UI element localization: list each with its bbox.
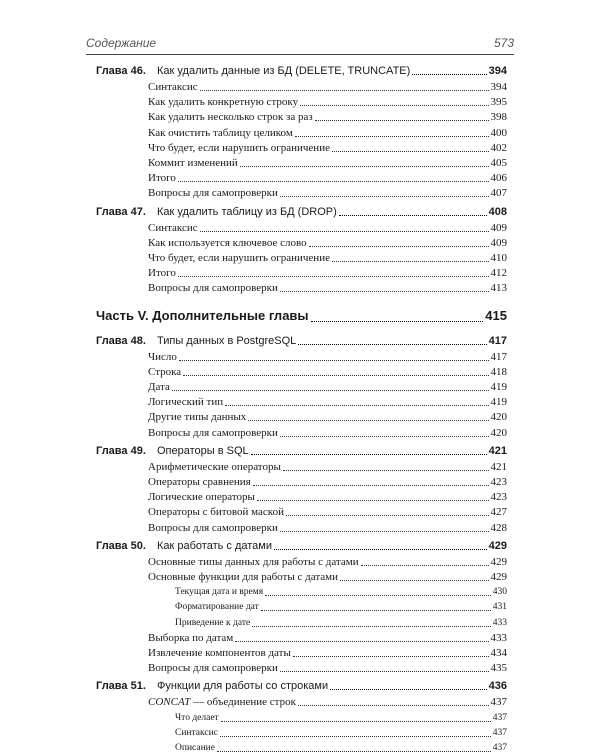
toc-section-row[interactable] [148,126,507,140]
dot-leader [172,390,489,391]
toc-subsection-row[interactable] [175,711,507,725]
toc-page-number: 435 [490,662,507,675]
toc-entry-title: Вопросы для самопроверки [148,187,278,200]
toc-section-row[interactable] [148,186,507,200]
dot-leader [300,105,488,106]
toc-page-number: 437 [492,712,507,723]
toc-section-row[interactable] [148,365,507,379]
dot-leader [311,321,484,322]
toc-page-number: 429 [488,539,507,552]
toc-entry-title: Синтаксис [175,727,218,738]
dot-leader [235,641,488,642]
dot-leader [257,500,489,501]
toc-page-number: 410 [490,252,507,264]
toc-section-row[interactable] [148,695,507,709]
chapter-label: Глава 46. [96,65,146,77]
toc-entry-title: Как работать с датами [157,539,273,552]
toc-section-row[interactable] [148,646,507,660]
chapter-label: Глава 47. [96,205,146,218]
dot-leader [261,610,491,611]
toc-section-row[interactable] [148,221,507,235]
dot-leader [179,360,489,361]
dot-leader [330,689,487,690]
toc-section-row[interactable] [148,80,507,94]
toc-subsection-row[interactable] [175,585,507,599]
dot-leader [200,231,489,232]
function-name: CONCAT [148,696,191,709]
running-title: Содержание [86,36,157,50]
toc-section-row[interactable] [148,490,507,504]
page-header [86,36,514,55]
dot-leader [283,470,489,471]
chapter-label: Глава 49. [96,444,146,457]
dot-leader [217,751,491,752]
toc-entry-title: Типы данных в PostgreSQL [157,334,297,347]
toc-entry-title: Основные типы данных для работы с датами [148,555,359,568]
toc-chapter-row[interactable] [96,444,507,458]
dot-leader [225,405,488,406]
toc-entry-title: Вопросы для самопроверки [148,426,278,439]
toc-page-number: 402 [490,141,507,154]
toc-page-number: 423 [490,491,507,504]
dot-leader [251,454,487,455]
toc-entry-title: Вопросы для самопроверки [148,521,278,534]
dot-leader [332,151,489,152]
dot-leader [298,344,486,345]
dot-leader [274,549,487,550]
toc-entry-title: Синтаксис [148,81,198,93]
toc-page-number: 429 [490,571,507,583]
toc-page-number: 409 [490,221,507,234]
toc-section-row[interactable] [148,110,507,124]
toc-section-row[interactable] [148,350,507,364]
dot-leader [339,215,487,216]
toc-section-row[interactable] [148,156,507,170]
toc-subsection-row[interactable] [175,600,507,614]
toc-entry-title: Синтаксис [148,221,198,234]
toc-entry-title: Описание [175,743,215,753]
toc-entry-title: Функции для работы со строками [157,680,329,693]
toc-section-row[interactable] [148,141,507,155]
dot-leader [412,74,486,75]
dot-leader [280,436,489,437]
chapter-label: Глава 50. [96,539,146,552]
toc-entry-title: Как удалить несколько строк за раз [148,111,313,124]
dot-leader [280,291,489,292]
toc-section-row[interactable] [148,380,507,394]
toc-section-row[interactable] [148,251,507,265]
toc-page-number: 427 [490,506,507,519]
toc-entry-title: Что будет, если нарушить ограничение [148,141,330,154]
dot-leader [248,420,488,421]
toc-section-row[interactable] [148,395,507,409]
toc-page-number: 413 [490,282,507,295]
dot-leader [200,90,489,91]
dot-leader [295,136,489,137]
toc-entry-title: Основные функции для работы с датами [148,571,338,583]
toc-entry-title: Извлечение компонентов даты [148,647,291,659]
toc-chapter-row[interactable] [96,539,507,553]
toc-page-number: 395 [490,96,507,109]
toc-page-number: 430 [492,587,507,598]
toc-page-number: 423 [490,476,507,488]
toc-section-row[interactable] [148,570,507,584]
toc-entry-title: Дата [148,381,170,393]
toc-chapter-row[interactable] [96,205,507,219]
toc-entry-title: Часть V. Дополнительные главы [96,307,309,323]
toc-page-number: 412 [490,267,507,280]
toc-section-row[interactable] [148,460,507,474]
dot-leader [298,705,489,706]
toc-page-number: 394 [490,81,507,93]
toc-page-number: 405 [490,157,507,169]
toc-entry-title: Что будет, если нарушить ограничение [148,252,330,264]
toc-page-number: 433 [492,617,507,628]
dot-leader [183,375,488,376]
toc-entry-title [148,695,296,709]
toc-entry-title: Операторы в SQL [157,444,249,457]
dot-leader [309,246,489,247]
toc-entry-title: Приведение к дате [175,617,251,628]
toc-entry-title: Форматирование дат [175,602,259,613]
toc-page-number: 431 [492,602,507,613]
toc-page-number: 394 [488,65,507,77]
dot-leader [220,736,491,737]
toc-page-number: 417 [490,350,507,363]
toc-entry-title: Как используется ключевое слово [148,236,307,249]
toc-section-row[interactable] [148,281,507,295]
dot-leader [280,531,489,532]
toc-section-row[interactable] [148,410,507,424]
toc-page-number: 409 [490,236,507,249]
toc-page-number: 437 [492,727,507,738]
toc-page-number: 419 [490,381,507,393]
toc-section-row[interactable] [148,521,507,535]
toc-page-number: 436 [488,680,507,693]
toc-entry-title: Итого [148,267,176,280]
toc-entry-title: Вопросы для самопроверки [148,662,278,675]
dot-leader [178,181,489,182]
toc-page-number: 407 [490,187,507,200]
toc-entry-title: Итого [148,172,176,185]
dot-leader [252,626,491,627]
dot-leader [221,721,491,722]
toc-section-row[interactable] [148,171,507,185]
toc-entry-title: Число [148,350,177,363]
toc-section-row[interactable] [148,631,507,645]
toc-page-number: 400 [490,126,507,139]
toc-entry-title: Операторы с битовой маской [148,506,284,519]
toc-entry-title: Логический тип [148,396,224,409]
dot-leader [315,120,489,121]
chapter-label: Глава 48. [96,334,146,347]
toc-chapter-row[interactable] [96,679,507,693]
toc-page-number: 421 [488,444,507,457]
toc-section-row[interactable] [148,236,507,250]
toc-entry-title: Как удалить таблицу из БД (DROP) [157,205,337,218]
toc-page-number: 415 [485,307,507,323]
dot-leader [340,580,489,581]
dot-leader [286,515,489,516]
toc-page-number: 421 [490,460,507,473]
toc-page-number: 420 [490,411,507,424]
toc-page-number: 398 [490,111,507,124]
dot-leader [332,261,489,262]
dot-leader [253,485,489,486]
toc-section-row[interactable] [148,95,507,109]
toc-page-number: 433 [490,631,507,644]
toc-page-number: 428 [490,521,507,534]
toc-page-number: 420 [490,426,507,439]
toc-chapter-row[interactable] [96,64,507,78]
toc-section-row[interactable] [148,426,507,440]
toc-entry-title: Коммит изменений [148,157,238,169]
toc-page-number: 437 [492,743,507,753]
toc-subsection-row[interactable] [175,616,507,630]
toc-entry-title: Как удалить конкретную строку [148,96,299,109]
toc-entry-title-rest: — объединение строк [190,696,296,709]
chapter-label: Глава 51. [96,680,146,693]
dot-leader [361,565,489,566]
toc-entry-title: Как удалить данные из БД (DELETE, TRUNCATE) [157,65,411,77]
page-number: 573 [493,36,514,50]
toc-subsection-row[interactable] [175,741,507,755]
toc-entry-title: Вопросы для самопроверки [148,282,278,295]
toc-entry-title: Выборка по датам [148,631,234,644]
toc-page-number: 429 [490,555,507,568]
toc-section-row[interactable] [148,266,507,280]
toc-entry-title: Логические операторы [148,491,255,504]
toc-chapter-row[interactable] [96,334,507,348]
dot-leader [265,595,491,596]
toc-entry-title: Арифметические операторы [148,460,281,473]
toc-section-row[interactable] [148,661,507,675]
toc-page-number: 417 [488,334,507,347]
toc-section-row[interactable] [148,475,507,489]
dot-leader [280,671,489,672]
toc-section-row[interactable] [148,555,507,569]
toc-subsection-row[interactable] [175,726,507,740]
toc-page-number: 419 [490,396,507,409]
toc-entry-title: Текущая дата и время [175,587,264,598]
dot-leader [293,656,489,657]
toc-entry-title: Операторы сравнения [148,476,251,488]
dot-leader [280,196,489,197]
toc-part-row[interactable] [96,307,507,325]
toc-page-number: 437 [490,696,507,709]
toc-entry-title: Другие типы данных [148,411,247,424]
dot-leader [178,276,489,277]
toc-entry-title: Что делает [175,712,219,723]
toc-page-number: 406 [490,172,507,185]
dot-leader [240,166,489,167]
toc-page-number: 408 [488,205,507,218]
toc-section-row[interactable] [148,505,507,519]
toc-entry-title: Как очистить таблицу целиком [148,126,293,139]
toc-page-number: 434 [490,647,507,659]
toc-entry-title: Строка [148,365,182,378]
toc-page-number: 418 [490,365,507,378]
